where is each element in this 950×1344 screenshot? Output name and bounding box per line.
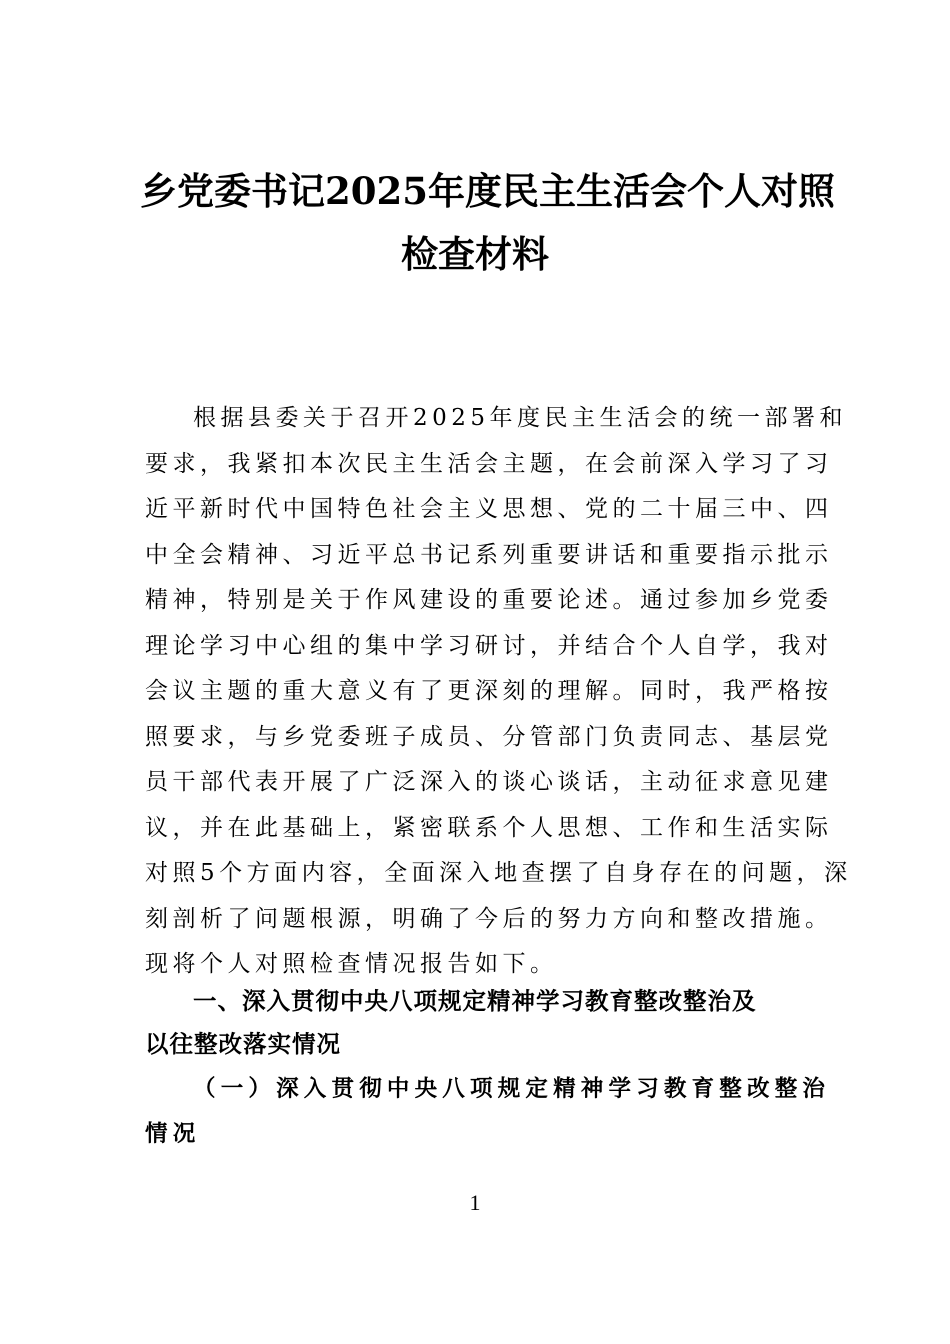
paragraph-line: 会议主题的重大意义有了更深刻的理解。同时，我严格按 — [145, 678, 833, 704]
paragraph-line: 要求，我紧扣本次民主生活会主题，在会前深入学习了习 — [145, 450, 833, 477]
paragraph-line: 对照5个方面内容，全面深入地查摆了自身存在的问题，深 — [145, 860, 852, 886]
paragraph-line: 议，并在此基础上，紧密联系个人思想、工作和生活实际 — [145, 814, 833, 841]
paragraph-line: 中全会精神、习近平总书记系列重要讲话和重要指示批示 — [145, 541, 833, 568]
paragraph-line: 理论学习中心组的集中学习研讨，并结合个人自学，我对 — [145, 632, 833, 659]
paragraph-line: 精神，特别是关于作风建设的重要论述。通过参加乡党委 — [145, 587, 833, 613]
paragraph-line: 员干部代表开展了广泛深入的谈心谈话，主动征求意见建 — [145, 769, 833, 795]
heading-line: 一、深入贯彻中央八项规定精神学习教育整改整治及 — [193, 987, 757, 1015]
paragraph-line: 刻剖析了问题根源，明确了今后的努力方向和整改措施。 — [145, 905, 833, 932]
paragraph-line: 照要求，与乡党委班子成员、分管部门负责同志、基层党 — [145, 723, 833, 750]
title-line: 乡党委书记2025年度民主生活会个人对照 — [140, 169, 835, 213]
paragraph-line: 现将个人对照检查情况报告如下。 — [145, 951, 558, 977]
heading-line: 情况 — [145, 1121, 201, 1147]
paragraph-line: 根据县委关于召开2025年度民主生活会的统一部署和 — [193, 405, 848, 431]
paragraph-line: 近平新时代中国特色社会主义思想、党的二十届三中、四 — [145, 496, 833, 522]
title-line: 检查材料 — [401, 232, 549, 276]
heading-line: 以往整改落实情况 — [145, 1030, 341, 1058]
heading-line: （一）深入贯彻中央八项规定精神学习教育整改整治 — [193, 1076, 831, 1102]
document-title — [140, 160, 835, 286]
section-heading-1 — [145, 980, 813, 1066]
page-number: 1 — [469, 1190, 481, 1215]
intro-paragraph — [145, 396, 852, 988]
subsection-heading-1 — [145, 1067, 831, 1157]
